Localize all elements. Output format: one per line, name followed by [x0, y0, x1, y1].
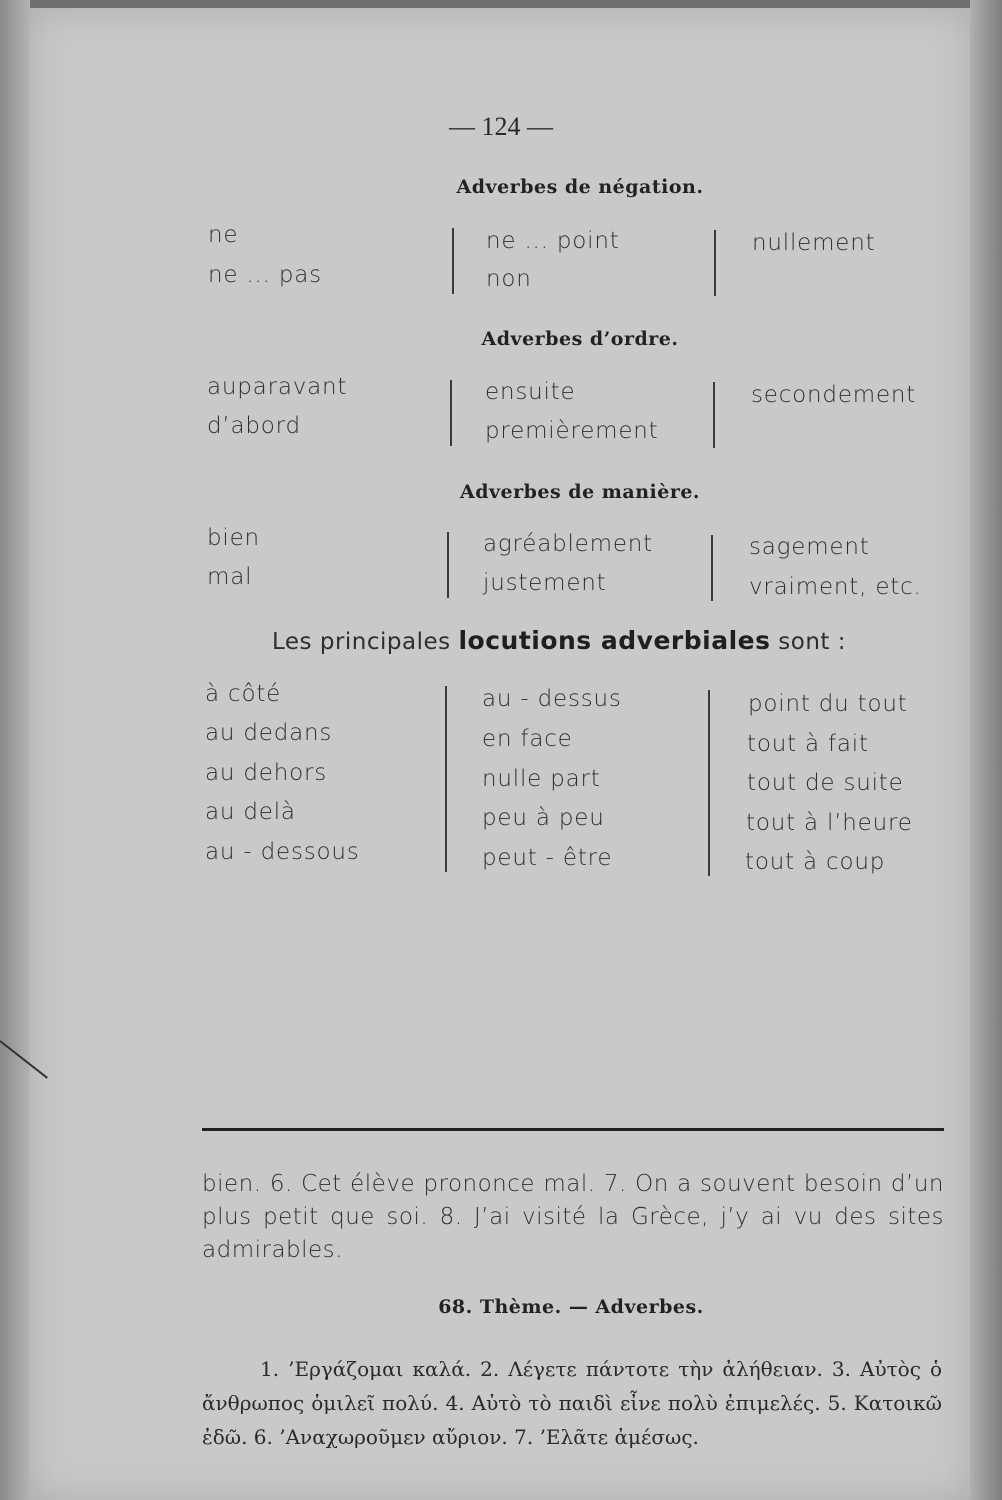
heading-maniere: Adverbes de manière. [459, 481, 701, 503]
ordre-col3-item: secondement [751, 382, 917, 408]
maniere-col2-item: justement [483, 570, 607, 596]
ordre-col1-item: d’abord [207, 413, 301, 439]
maniere-col1-item: mal [207, 564, 253, 590]
locutions-intro [272, 626, 846, 655]
column-divider [714, 230, 716, 296]
column-divider [450, 380, 452, 446]
locution-col3-item: tout à l’heure [746, 810, 913, 836]
intro-text-after: sont : [778, 629, 847, 655]
theme-greek-text: 1. ’Εργάζομαι καλά. 2. Λέγετε πάντοτε τὴν ἀλήθειαν. 3. Αὐτὸς ὁ ἄνθρωπος ὁμιλεῖ πολύ. 4. Αὐτὸ τὸ παιδὶ εἶνε πολὺ ἐπιμελές. 5. Κατοικῶ ἐδῶ. 6. ’Αναχωροῦμεν αὔριον. 7. ’Ελᾶτε ἀμέσως. [202, 1357, 942, 1449]
column-divider [711, 535, 713, 601]
heading-ordre: Adverbes d’ordre. [481, 328, 679, 350]
scan-right-edge [970, 0, 1002, 1500]
column-divider [713, 382, 715, 448]
intro-text-bold: locutions adverbiales [458, 626, 771, 655]
scan-top-edge [0, 0, 1002, 8]
column-divider [452, 228, 454, 294]
column-divider [708, 690, 710, 876]
locution-col3-item: tout à coup [745, 849, 886, 875]
negation-col1-item: ne ... pas [208, 262, 322, 288]
intro-text-before: Les principales [272, 629, 451, 655]
maniere-col2-item: agréablement [483, 531, 653, 557]
ordre-col2-item: ensuite [485, 379, 576, 405]
section-separator-rule [202, 1128, 944, 1131]
maniere-col1-item: bien [207, 525, 260, 551]
locution-col2-item: en face [482, 726, 573, 752]
locution-col3-item: point du tout [748, 691, 908, 717]
negation-col3-item: nullement [752, 230, 876, 256]
locution-col1-item: au - dessous [205, 839, 360, 865]
maniere-col3-item: sagement [749, 534, 870, 560]
locution-col1-item: au dehors [205, 760, 328, 786]
locution-col2-item: peut - être [482, 845, 613, 871]
locution-col3-item: tout à fait [747, 731, 869, 757]
scan-left-edge [0, 0, 30, 1500]
continuation-paragraph: bien. 6. Cet élève prononce mal. 7. On a souvent besoin d’un plus petit que soi. 8. J’ai visité la Grèce, j’y ai vu des sites admirables. [202, 1171, 944, 1263]
negation-col1-item: ne [208, 222, 239, 248]
ordre-col2-item: premièrement [485, 418, 659, 444]
negation-col2-item: non [486, 266, 532, 292]
theme-heading: 68. Thème. — Adverbes. [438, 1296, 704, 1318]
locution-col3-item: tout de suite [747, 770, 904, 796]
locution-col2-item: peu à peu [482, 805, 605, 831]
locution-col1-item: au dedans [205, 720, 333, 746]
locution-col2-item: nulle part [482, 766, 601, 792]
column-divider [447, 532, 449, 598]
page-number: — 124 — [449, 112, 553, 141]
locution-col2-item: au - dessus [482, 686, 622, 712]
locution-col1-item: au delà [205, 799, 296, 825]
column-divider [445, 686, 447, 872]
maniere-col3-item: vraiment, etc. [749, 574, 922, 600]
heading-negation: Adverbes de négation. [456, 176, 704, 198]
locution-col1-item: à côté [205, 681, 282, 707]
ordre-col1-item: auparavant [207, 374, 348, 400]
negation-col2-item: ne ... point [486, 228, 620, 254]
